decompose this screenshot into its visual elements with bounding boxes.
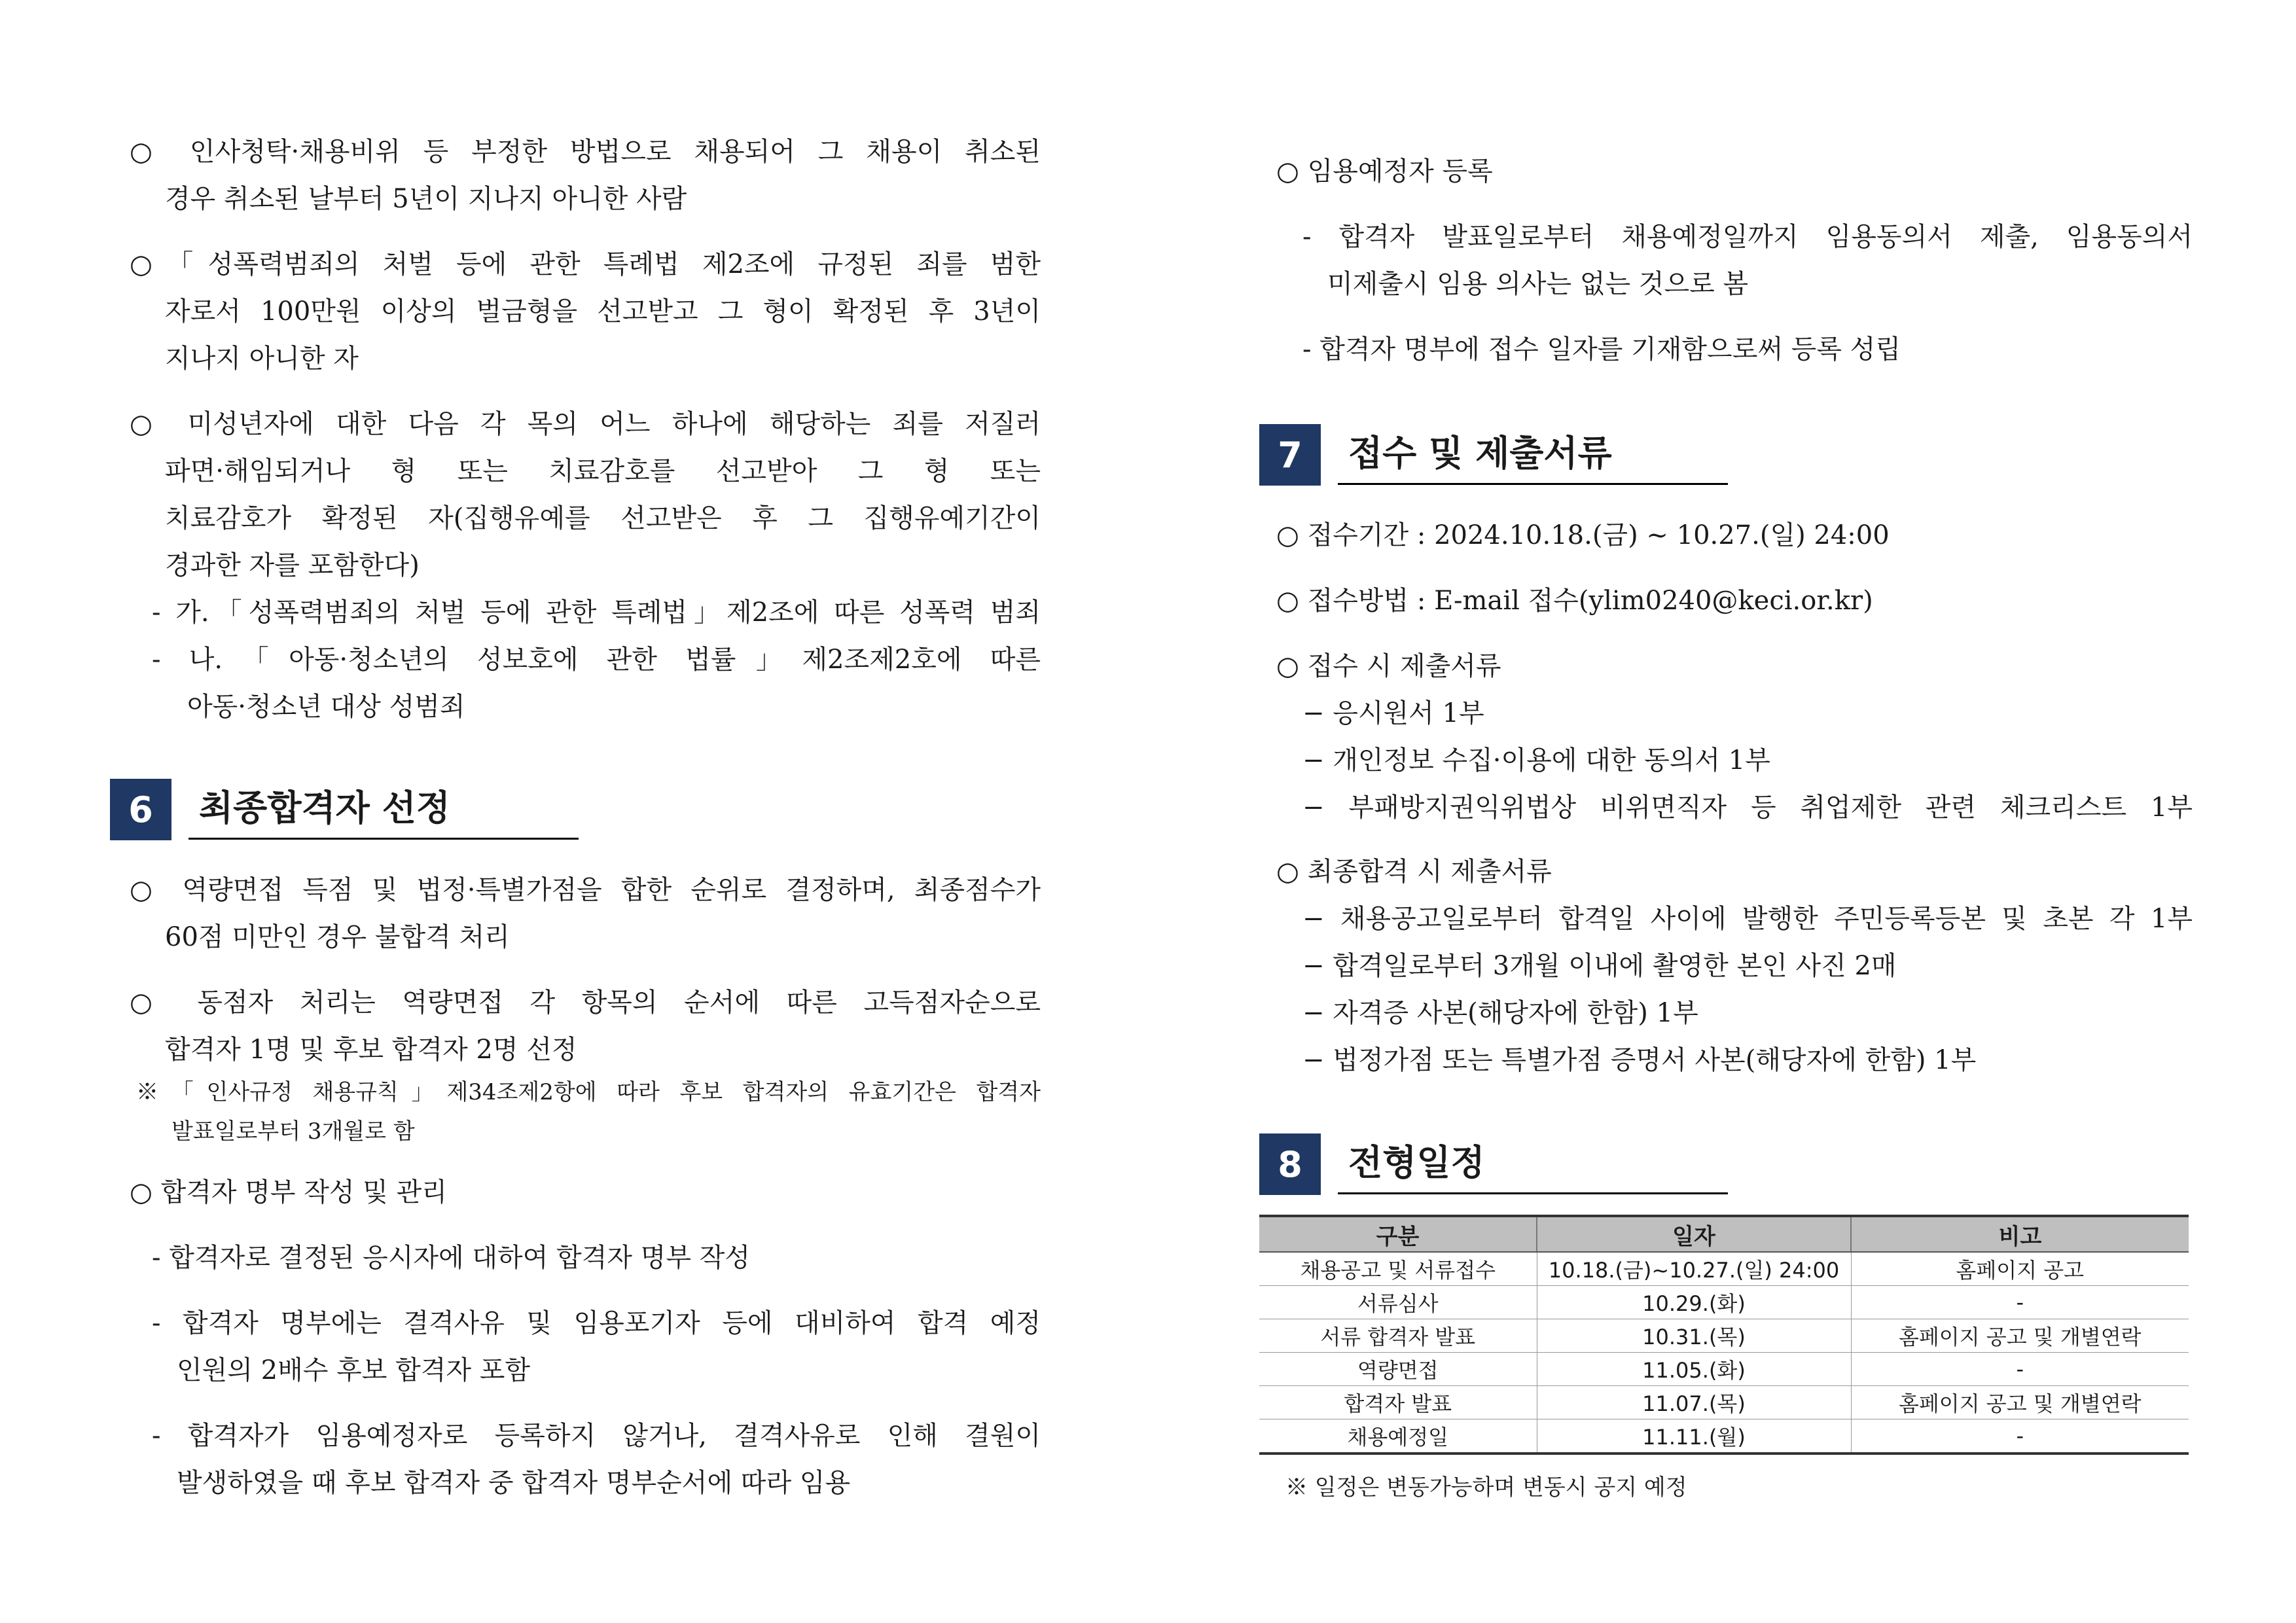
- section-number: 6: [110, 779, 171, 840]
- table-header-row: [1259, 1216, 2189, 1252]
- item-line: - 나.「아동·청소년의 성보호에 관한 법률」제2조제2호에 따른: [152, 645, 1041, 675]
- table-cell: 서류심사: [1259, 1286, 1537, 1319]
- item-line: 지나지 아니한 자: [165, 344, 359, 374]
- item-line: 경과한 자를 포함한다): [165, 550, 420, 580]
- section-underline: [1338, 483, 1728, 485]
- column-header: 일자: [1537, 1216, 1851, 1252]
- item-line: ○「성폭력범죄의 처벌 등에 관한 특례법 제2조에 규정된 죄를 범한: [130, 249, 1041, 279]
- section-title: 최종합격자 선정: [199, 787, 450, 829]
- table-cell: 채용공고 및 서류접수: [1259, 1252, 1537, 1286]
- item-line: − 개인정보 수집·이용에 대한 동의서 1부: [1302, 745, 1770, 776]
- schedule-note: ※ 일정은 변동가능하며 변동시 공지 예정: [1285, 1474, 1687, 1501]
- item-line: 합격자 1명 및 후보 합격자 2명 선정: [165, 1035, 577, 1065]
- item-line: − 부패방지권익위법상 비위면직자 등 취업제한 관련 체크리스트 1부: [1302, 793, 2193, 823]
- item-line: ○ 인사청탁·채용비위 등 부정한 방법으로 채용되어 그 채용이 취소된: [130, 137, 1041, 167]
- item-line: - 합격자 명부에 접수 일자를 기재함으로써 등록 성립: [1302, 334, 1901, 365]
- item-line: ○ 미성년자에 대한 다음 각 목의 어느 하나에 해당하는 죄를 저질러: [130, 409, 1041, 439]
- item-line: − 자격증 사본(해당자에 한함) 1부: [1302, 998, 1698, 1028]
- item-line: − 법정가점 또는 특별가점 증명서 사본(해당자에 한함) 1부: [1302, 1045, 1977, 1075]
- item-line: 인원의 2배수 후보 합격자 포함: [177, 1355, 530, 1385]
- column-header: 구분: [1259, 1216, 1537, 1252]
- table-row: [1259, 1419, 2189, 1454]
- table-cell: 10.18.(금)~10.27.(일) 24:00: [1537, 1252, 1851, 1286]
- table-row: [1259, 1252, 2189, 1286]
- column-header: 비고: [1851, 1216, 2189, 1252]
- section-title: 전형일정: [1348, 1142, 1485, 1183]
- item-line: 경우 취소된 날부터 5년이 지나지 아니한 사람: [165, 184, 687, 214]
- table-cell: 11.05.(화): [1537, 1353, 1851, 1386]
- item-line: 자로서 100만원 이상의 벌금형을 선고받고 그 형이 확정된 후 3년이: [165, 296, 1041, 327]
- item-line: ○ 동점자 처리는 역량면접 각 항목의 순서에 따른 고득점자순으로: [130, 988, 1041, 1018]
- item-line: 60점 미만인 경우 불합격 처리: [165, 922, 510, 952]
- section-underline: [1338, 1192, 1728, 1194]
- table-row: [1259, 1319, 2189, 1353]
- item-line: - 합격자 명부에는 결격사유 및 임용포기자 등에 대비하여 합격 예정: [152, 1308, 1041, 1338]
- section-title: 접수 및 제출서류: [1348, 433, 1612, 474]
- item-line: 치료감호가 확정된 자(집행유예를 선고받은 후 그 집행유예기간이: [165, 503, 1041, 533]
- item-line: 파면·해임되거나 형 또는 치료감호를 선고받아 그 형 또는: [165, 456, 1041, 486]
- table-cell: 홈페이지 공고 및 개별연락: [1851, 1319, 2189, 1353]
- item-line: - 합격자가 임용예정자로 등록하지 않거나, 결격사유로 인해 결원이: [152, 1421, 1041, 1451]
- table-cell: 10.31.(목): [1537, 1319, 1851, 1353]
- item-line: ○ 접수 시 제출서류: [1276, 651, 1501, 681]
- table-cell: 홈페이지 공고: [1851, 1252, 2189, 1286]
- item-line: ○ 합격자 명부 작성 및 관리: [130, 1177, 447, 1207]
- table-cell: -: [1851, 1286, 2189, 1319]
- item-line: ○ 역량면접 득점 및 법정·특별가점을 합한 순위로 결정하며, 최종점수가: [130, 875, 1041, 905]
- schedule-table: [1259, 1215, 2189, 1455]
- item-line: ○ 최종합격 시 제출서류: [1276, 857, 1552, 887]
- item-line: ○ 접수기간 : 2024.10.18.(금) ~ 10.27.(일) 24:00: [1276, 520, 1890, 550]
- section-number: 8: [1259, 1133, 1321, 1195]
- table-cell: -: [1851, 1419, 2189, 1454]
- table-cell: 역량면접: [1259, 1353, 1537, 1386]
- note-line: 발표일로부터 3개월로 함: [171, 1118, 415, 1145]
- item-line: ○ 접수방법 : E-mail 접수(ylim0240@keci.or.kr): [1276, 586, 1873, 616]
- table-row: [1259, 1353, 2189, 1386]
- section-number: 7: [1259, 424, 1321, 486]
- table-row: [1259, 1286, 2189, 1319]
- table-cell: -: [1851, 1353, 2189, 1386]
- section-underline: [188, 838, 579, 840]
- note-line: ※「인사규정 채용규칙」제34조제2항에 따라 후보 합격자의 유효기간은 합격자: [136, 1079, 1041, 1105]
- item-line: - 가.「성폭력범죄의 처벌 등에 관한 특례법」제2조에 따른 성폭력 범죄: [152, 597, 1041, 628]
- item-line: 미제출시 임용 의사는 없는 것으로 봄: [1327, 269, 1749, 299]
- table-cell: 합격자 발표: [1259, 1386, 1537, 1419]
- table-row: [1259, 1386, 2189, 1419]
- table-cell: 10.29.(화): [1537, 1286, 1851, 1319]
- table-cell: 11.11.(월): [1537, 1419, 1851, 1454]
- item-line: - 합격자로 결정된 응시자에 대하여 합격자 명부 작성: [152, 1243, 750, 1273]
- item-line: - 합격자 발표일로부터 채용예정일까지 임용동의서 제출, 임용동의서: [1302, 222, 2193, 252]
- item-line: − 합격일로부터 3개월 이내에 촬영한 본인 사진 2매: [1302, 951, 1897, 981]
- item-line: 발생하였을 때 후보 합격자 중 합격자 명부순서에 따라 임용: [177, 1468, 851, 1498]
- item-line: 아동·청소년 대상 성범죄: [187, 692, 465, 722]
- item-line: ○ 임용예정자 등록: [1276, 156, 1493, 187]
- item-line: − 채용공고일로부터 합격일 사이에 발행한 주민등록등본 및 초본 각 1부: [1302, 904, 2193, 934]
- table-cell: 채용예정일: [1259, 1419, 1537, 1454]
- table-cell: 11.07.(목): [1537, 1386, 1851, 1419]
- table-cell: 홈페이지 공고 및 개별연락: [1851, 1386, 2189, 1419]
- table-cell: 서류 합격자 발표: [1259, 1319, 1537, 1353]
- item-line: − 응시원서 1부: [1302, 698, 1484, 728]
